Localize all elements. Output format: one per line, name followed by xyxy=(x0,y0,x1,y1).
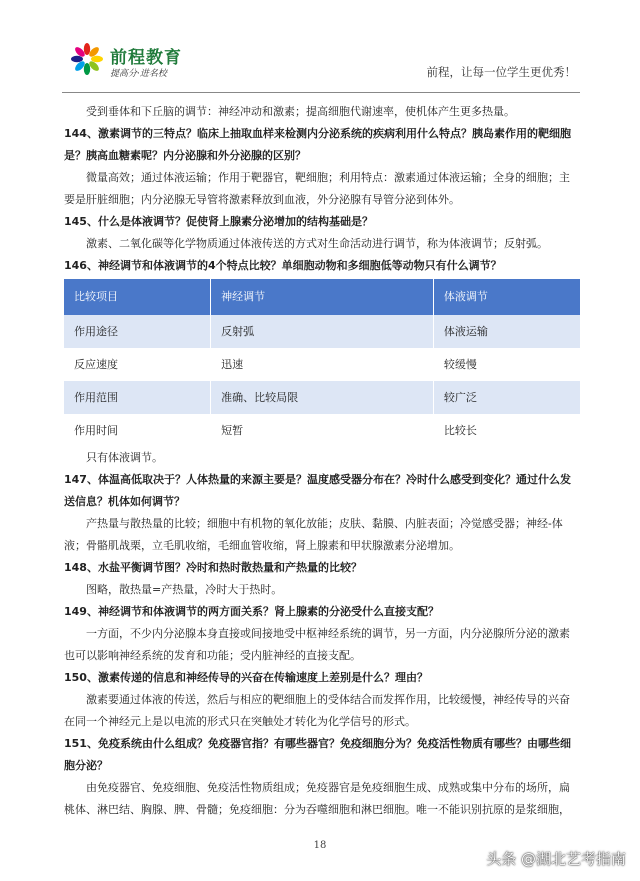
answer-paragraph: 微量高效；通过体液运输；作用于靶器官，靶细胞；利用特点：激素通过体液运输；全身的细胞；主要是肝脏细胞；内分泌腺无导管将激素释放到血液，外分泌腺有导管分泌到体外。 xyxy=(64,171,570,206)
answer-paragraph: 一方面，不少内分泌腺本身直接或间接地受中枢神经系统的调节，另一方面，内分泌腺所分泌的激素也可以影响神经系统的发育和功能；受内脏神经的直接支配。 xyxy=(64,627,570,662)
table-row xyxy=(64,381,580,414)
table-cell: 反射弧 xyxy=(211,315,434,348)
question-heading: 149、神经调节和体液调节的两方面关系？肾上腺素的分泌受什么直接支配？ xyxy=(64,605,439,618)
answer-paragraph: 图略，散热量=产热量，冷时大于热时。 xyxy=(86,583,283,596)
question-heading: 146、神经调节和体液调节的4个特点比较？单细胞动物和多细胞低等动物只有什么调节？ xyxy=(64,259,502,272)
answer-paragraph: 激素要通过体液的传送，然后与相应的靶细胞上的受体结合而发挥作用，比较缓慢，神经传导的兴奋在同一个神经元上是以电流的形式只在突触处才转化为化学信号的形式。 xyxy=(64,693,570,728)
answer-paragraph: 由免疫器官、免疫细胞、免疫活性物质组成；免疫器官是免疫细胞生成、成熟或集中分布的场所，扁桃体、淋巴结、胸腺、脾、骨髓；免疫细胞：分为吞噬细胞和淋巴细胞。唯一不能识别抗原的是浆细胞， xyxy=(64,781,570,816)
question-heading: 145、什么是体液调节？促使肾上腺素分泌增加的结构基础是？ xyxy=(64,215,373,228)
page-header xyxy=(0,0,640,96)
table-cell: 作用途径 xyxy=(64,315,211,348)
answer-paragraph: 激素、二氧化碳等化学物质通过体液传送的方式对生命活动进行调节，称为体液调节；反射弧。 xyxy=(86,237,548,250)
table-row xyxy=(64,348,580,381)
table-cell: 比较长 xyxy=(433,414,580,447)
text-section-2 xyxy=(64,447,580,821)
table-cell: 作用时间 xyxy=(64,414,211,447)
table-cell: 作用范围 xyxy=(64,381,211,414)
text-section-1 xyxy=(64,101,580,277)
flower-logo-icon xyxy=(70,42,104,76)
table-header-row xyxy=(64,279,580,315)
table-row xyxy=(64,315,580,348)
table-cell: 较广泛 xyxy=(433,381,580,414)
question-heading: 150、激素传递的信息和神经传导的兴奋在传输速度上差别是什么？理由？ xyxy=(64,671,428,684)
table-header-cell: 比较项目 xyxy=(64,279,211,315)
question-heading: 151、免疫系统由什么组成？免疫器官指？有哪些器官？免疫细胞分为？免疫活性物质有哪些？由哪些细胞分泌？ xyxy=(64,737,571,772)
table-header-cell: 神经调节 xyxy=(211,279,434,315)
table-cell: 短暂 xyxy=(211,414,434,447)
table-header-cell: 体液调节 xyxy=(433,279,580,315)
answer-paragraph: 受到垂体和下丘脑的调节：神经冲动和激素；提高细胞代谢速率，使机体产生更多热量。 xyxy=(86,105,515,118)
table-row xyxy=(64,414,580,447)
page-number: 18 xyxy=(313,840,327,851)
brand-name: 前程教育 xyxy=(110,48,182,68)
answer-paragraph: 产热量与散热量的比较；细胞中有机物的氧化放能；皮肤、黏膜、内脏表面；冷觉感受器；神经-体液；骨骼肌战栗，立毛肌收缩，毛细血管收缩，肾上腺素和甲状腺激素分泌增加。 xyxy=(64,517,563,552)
page-content xyxy=(64,101,580,821)
question-heading: 144、激素调节的三特点？临床上抽取血样来检测内分泌系统的疾病利用什么特点？胰岛素作用的靶细胞是？胰高血糖素呢？内分泌腺和外分泌腺的区别？ xyxy=(64,127,571,162)
table-cell: 体液运输 xyxy=(433,315,580,348)
table-cell: 迅速 xyxy=(211,348,434,381)
brand-tagline: 提高分·进名校 xyxy=(110,69,167,79)
answer-paragraph: 只有体液调节。 xyxy=(86,451,163,464)
question-heading: 147、体温高低取决于？人体热量的来源主要是？温度感受器分布在？冷时什么感受到变化？通过什么发送信息？机体如何调节？ xyxy=(64,473,571,508)
header-slogan: 前程，让每一位学生更优秀！ xyxy=(426,65,576,79)
comparison-table xyxy=(64,279,580,447)
source-watermark: 头条 @湖北艺考指南 xyxy=(486,850,626,868)
header-divider xyxy=(62,92,580,93)
question-heading: 148、水盐平衡调节图？冷时和热时散热量和产热量的比较？ xyxy=(64,561,362,574)
table-cell: 较缓慢 xyxy=(433,348,580,381)
table-cell: 反应速度 xyxy=(64,348,211,381)
table-cell: 准确、比较局限 xyxy=(211,381,434,414)
